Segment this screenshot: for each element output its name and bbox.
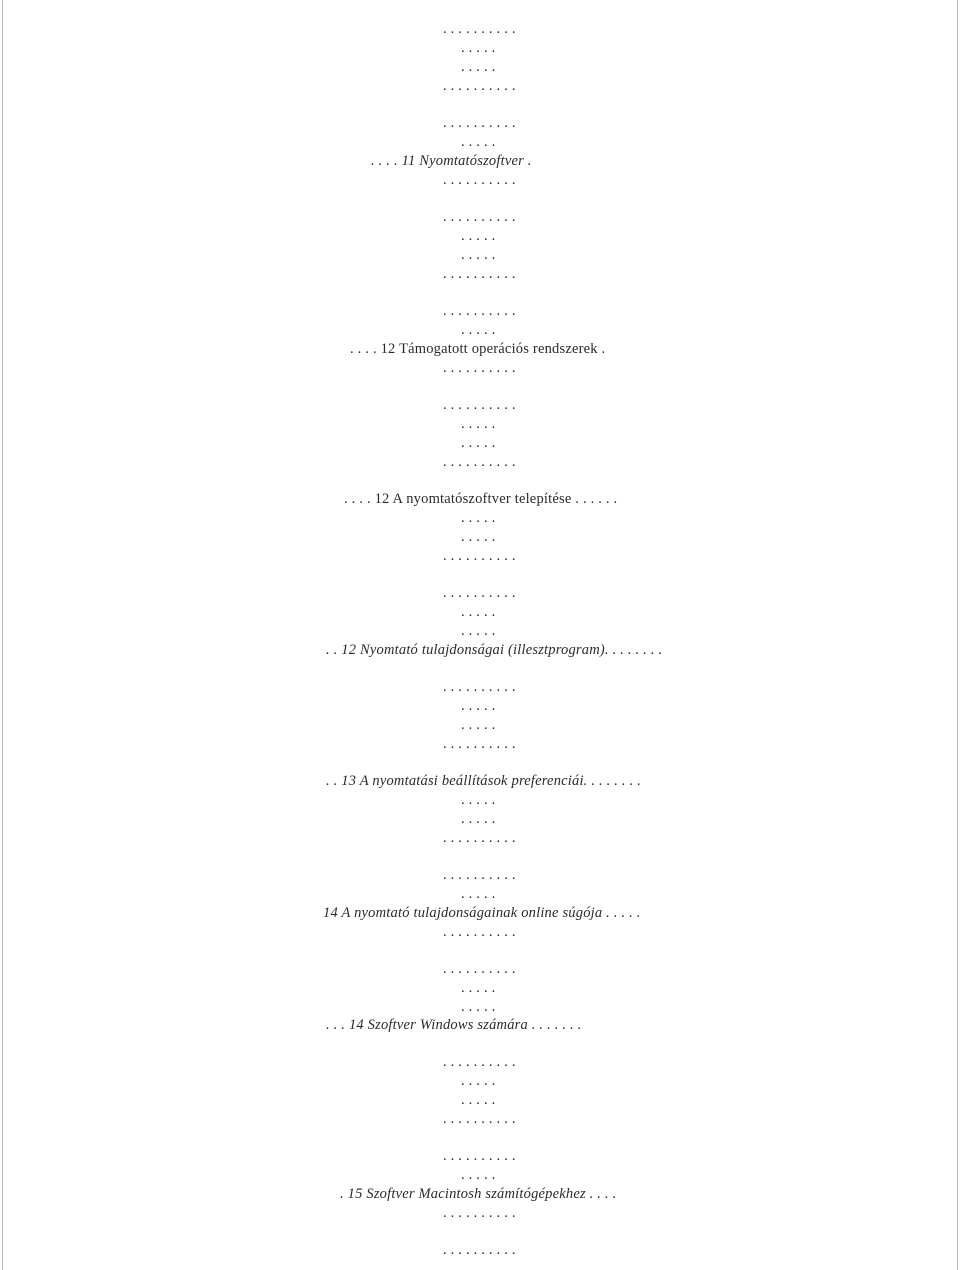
toc-leader-line: . . . . .	[461, 792, 496, 808]
toc-leader-line: . . . . .	[461, 698, 496, 714]
toc-entry-nyomtatasi-beallitasok: . . 13 A nyomtatási beállítások preferenciái. . . . . . . .	[326, 773, 642, 789]
toc-leader-line: . . . . .	[461, 604, 496, 620]
toc-leader-line: . . . . .	[461, 623, 496, 639]
toc-leader-line: . . . . .	[461, 1073, 496, 1089]
toc-leader-line: . . . . . . . . . .	[443, 736, 516, 752]
toc-entry-szoftver-windows: . . . 14 Szoftver Windows számára . . . . . . .	[326, 1017, 582, 1033]
toc-leader-line: . . . . .	[461, 59, 496, 75]
toc-entry-nyomtatoszoftver: . . . . 11 Nyomtatószoftver .	[371, 153, 532, 169]
toc-leader-line: . . . . . . . . . .	[443, 397, 516, 413]
page-border-left	[2, 0, 3, 1270]
toc-leader-line: . . . . . . . . . .	[443, 303, 516, 319]
page-border-right	[957, 0, 958, 1270]
toc-entry-szoftver-macintosh: . 15 Szoftver Macintosh számítógépekhez . . . .	[340, 1186, 617, 1202]
toc-leader-line: . . . . .	[461, 811, 496, 827]
toc-leader-line: . . . . . . . . . .	[443, 1242, 516, 1258]
toc-entry-telepites: . . . . 12 A nyomtatószoftver telepítése . . . . . .	[344, 491, 618, 507]
toc-entry-tamogatott-rendszerek: . . . . 12 Támogatott operációs rendszerek .	[350, 341, 606, 357]
toc-leader-line: . . . . .	[461, 999, 496, 1015]
toc-leader-line: . . . . .	[461, 416, 496, 432]
toc-leader-line: . . . . . . . . . .	[443, 21, 516, 37]
toc-leader-line: . . . . . . . . . .	[443, 961, 516, 977]
toc-leader-line: . . . . . . . . . .	[443, 115, 516, 131]
toc-leader-line: . . . . .	[461, 228, 496, 244]
toc-leader-line: . . . . . . . . . .	[443, 548, 516, 564]
toc-leader-line: . . . . . . . . . .	[443, 454, 516, 470]
toc-entry-online-sugo: 14 A nyomtató tulajdonságainak online súgója . . . . .	[323, 905, 641, 921]
toc-entry-nyomtato-tulajdonsagai: . . 12 Nyomtató tulajdonságai (illesztprogram). . . . . . . .	[326, 642, 663, 658]
toc-leader-line: . . . . .	[461, 529, 496, 545]
toc-leader-line: . . . . . . . . . .	[443, 78, 516, 94]
toc-leader-line: . . . . . . . . . .	[443, 266, 516, 282]
toc-leader-line: . . . . .	[461, 134, 496, 150]
toc-leader-line: . . . . .	[461, 886, 496, 902]
toc-leader-line: . . . . . . . . . .	[443, 1205, 516, 1221]
toc-leader-line: . . . . .	[461, 1092, 496, 1108]
toc-leader-line: . . . . . . . . . .	[443, 172, 516, 188]
toc-leader-line: . . . . .	[461, 435, 496, 451]
toc-leader-line: . . . . . . . . . .	[443, 830, 516, 846]
toc-leader-line: . . . . .	[461, 717, 496, 733]
toc-leader-line: . . . . .	[461, 40, 496, 56]
toc-leader-line: . . . . . . . . . .	[443, 360, 516, 376]
toc-leader-line: . . . . . . . . . .	[443, 209, 516, 225]
toc-leader-line: . . . . . . . . . .	[443, 585, 516, 601]
toc-leader-line: . . . . .	[461, 1167, 496, 1183]
toc-leader-line: . . . . . . . . . .	[443, 924, 516, 940]
toc-leader-line: . . . . .	[461, 510, 496, 526]
toc-leader-line: . . . . . . . . . .	[443, 1148, 516, 1164]
toc-leader-line: . . . . . . . . . .	[443, 867, 516, 883]
toc-leader-line: . . . . .	[461, 980, 496, 996]
toc-leader-line: . . . . .	[461, 322, 496, 338]
toc-leader-line: . . . . . . . . . .	[443, 1111, 516, 1127]
toc-leader-line: . . . . . . . . . .	[443, 1054, 516, 1070]
toc-leader-line: . . . . . . . . . .	[443, 679, 516, 695]
toc-leader-line: . . . . .	[461, 247, 496, 263]
